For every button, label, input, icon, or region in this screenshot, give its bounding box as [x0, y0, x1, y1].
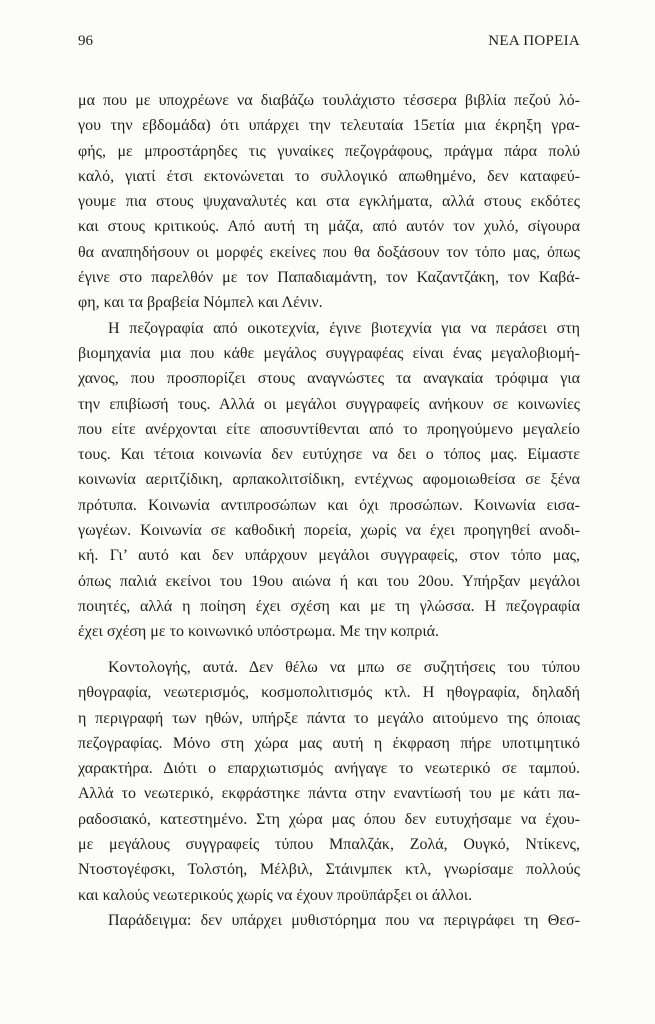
text-line: πρότυπα. Κοινωνία αντιπροσώπων και όχι προσώπων. Κοινωνία εισα- [78, 496, 580, 514]
text-line: Παράδειγμα: δεν υπάρχει μυθιστόρημα που να περιγράφει τη Θεσ- [108, 911, 580, 929]
paragraph [78, 88, 580, 316]
text-line: Ντοστογέφσκι, Τολστόη, Μέλβιλ, Στάινμπεκ κτλ, γνωρίσαμε πολλούς [78, 861, 580, 879]
text-line: θα αναπηδήσουν οι μορφές εκείνες που θα δοξάσουν τον τόπο μας, όπως [78, 243, 580, 261]
text-line: την επιβίωσή τους. Αλλά οι μεγάλοι συγγραφείς ανήκουν σε κοινωνίες [78, 395, 580, 413]
text-line: τους. Και τέτοια κοινωνία δεν ευτύχησε να δει ο τόπος μας. Είμαστε [78, 446, 580, 464]
text-line: χαρακτήρα. Διότι ο επαρχιωτισμός ανήγαγε το νεωτερικό σε ταμπού. [78, 760, 580, 778]
body-text-upper [78, 88, 580, 645]
text-line: βιομηχανία μια που κάθε μεγάλος συγγραφέας είναι ένας μεγαλοβιομή- [78, 344, 580, 362]
text-line: ραδοσιακό, κατεστημένο. Στη χώρα μας όπου δεν ευτυχήσαμε να έχου- [78, 810, 580, 828]
running-title: ΝΕΑ ΠΟΡΕΙΑ [488, 33, 580, 49]
text-line: πεζογραφίας. Μόνο στη χώρα μας αυτή η έκφραση πήρε υποτιμητικό [78, 734, 580, 752]
text-line: φη, και τα βραβεία Νόμπελ και Λένιν. [78, 294, 323, 312]
page-header [78, 33, 580, 55]
page-number: 96 [78, 33, 93, 49]
text-line: κή. Γι’ αυτό και δεν υπάρχουν μεγάλοι συγγραφείς, στον τόπο μας, [78, 547, 580, 565]
text-line: γου την εβδομάδα) ότι υπάρχει την τελευταία 15ετία μια έκρηξη γρα- [78, 117, 580, 135]
text-line: Κοντολογής, αυτά. Δεν θέλω να μπω σε συζητήσεις του τύπου [108, 659, 580, 676]
paragraph [78, 908, 580, 933]
text-line: κοινωνία αεριτζίδικη, αρπακολιτσίδικη, εντέχνως αφομοιωθείσα σε ξένα [78, 471, 580, 489]
text-line: Αλλά το νεωτερικό, εκφράστηκε πάντα στην εναντίωσή του με κάτι πα- [78, 785, 580, 803]
text-line: έγινε στο παρελθόν με τον Παπαδιαμάντη, τον Καζαντζάκη, τον Καβά- [78, 269, 580, 287]
text-line: και καλούς νεωτερικούς χωρίς να έχουν προϋπάρξει οι άλλοι. [78, 886, 473, 904]
text-line: που είτε ανέρχονται είτε αποσυντίθενται από το προηγούμενο μεγαλείο [78, 420, 580, 438]
paragraph [78, 316, 580, 645]
text-line: μα που με υποχρέωνε να διαβάζω τουλάχιστο τέσσερα βιβλία πεζού λό- [78, 92, 580, 109]
text-line: ποιητές, αλλά η ποίηση έχει σχέση και με τη γλώσσα. Η πεζογραφία [78, 597, 580, 615]
paragraph [78, 655, 580, 908]
text-line: χανος, που προσπορίζει στους αναγνώστες τα αναγκαία τρόφιμα για [78, 370, 580, 388]
text-line: ηθογραφία, νεωτερισμός, κοσμοπολιτισμός κτλ. Η ηθογραφία, δηλαδή [78, 684, 580, 702]
body-text-lower [78, 655, 580, 933]
text-line: γωγέων. Κοινωνία σε καθοδική πορεία, χωρίς να έχει προηγηθεί ανοδι- [78, 522, 580, 540]
text-line: φής, με μπροστάρηδες τις γυναίκες πεζογράφους, πράγμα πάρα πολύ [78, 142, 580, 160]
text-line: και στους κριτικούς. Από αυτή τη μάζα, από αυτόν τον χυλό, σίγουρα [78, 218, 580, 236]
text-line: όπως παλιά εκείνοι του 19ου αιώνα ή και του 20ου. Υπήρξαν μεγάλοι [78, 572, 580, 590]
text-line: η περιγραφή των ηθών, υπήρξε πάντα το μεγάλο αιτούμενο της όποιας [78, 709, 580, 727]
text-line: έχει σχέση με το κοινωνικό υπόστρωμα. Με την κοπριά. [78, 623, 440, 641]
text-line: καλό, γιατί έτσι εκτονώνεται το συλλογικό απωθημένο, δεν καταφεύ- [78, 167, 580, 185]
text-line: με μεγάλους συγγραφείς τύπου Μπαλζάκ, Ζολά, Ουγκό, Ντίκενς, [78, 836, 580, 854]
text-line: γουμε πια στους ψυχαναλυτές και στα εγκλήματα, αλλά στους εκδότες [78, 193, 580, 211]
text-line: Η πεζογραφία από οικοτεχνία, έγινε βιοτεχνία για να περάσει στη [108, 319, 580, 337]
